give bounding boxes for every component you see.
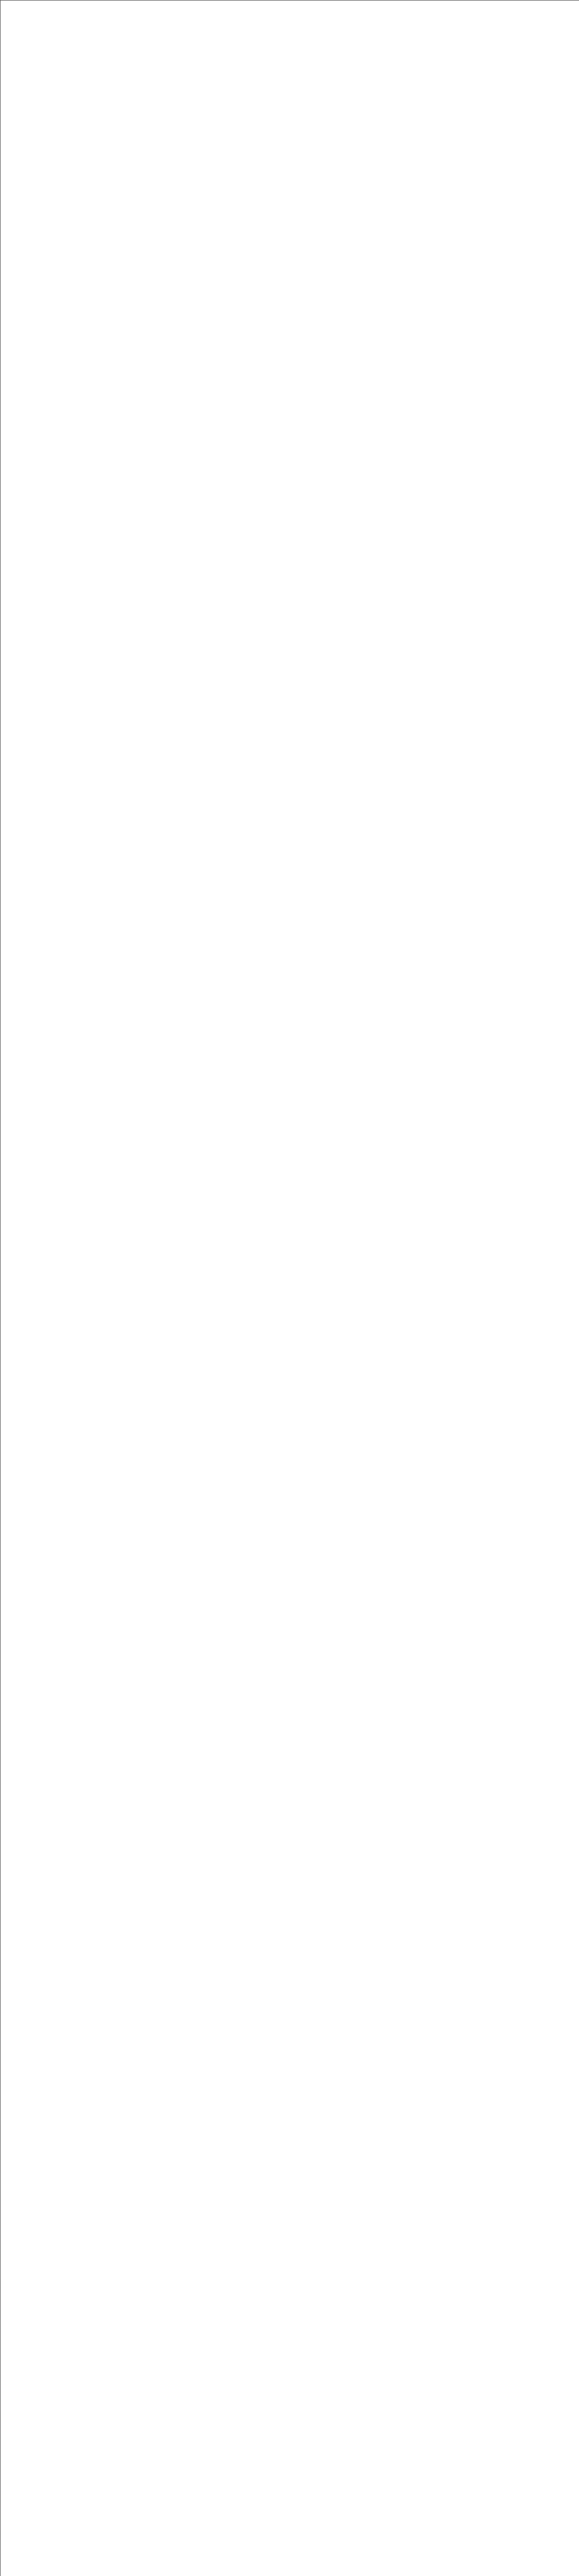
- table-top-border: [0, 0, 579, 1]
- table-left-border: [0, 0, 1, 2576]
